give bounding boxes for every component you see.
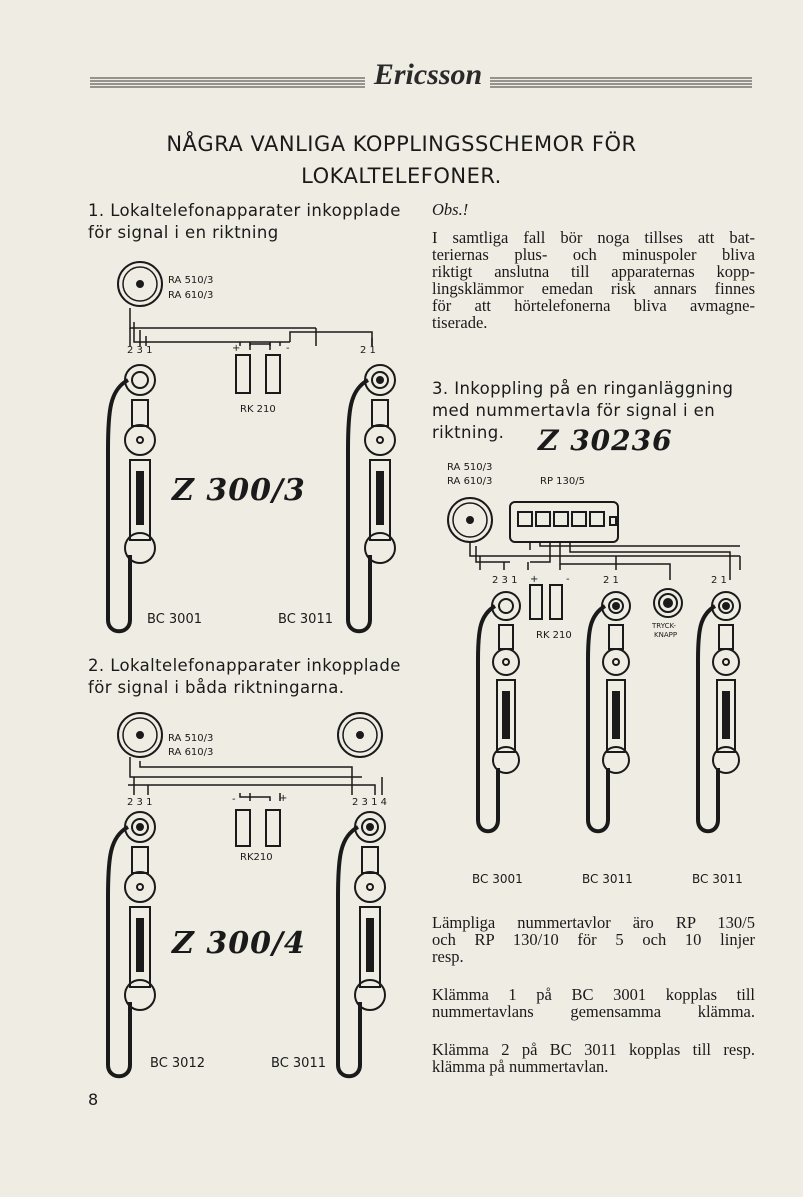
tryck-label: TRYCK- (652, 622, 676, 630)
rk-label: RK210 (240, 852, 273, 863)
ericsson-logo (366, 58, 490, 92)
page-title-line2: LOKALTELEFONER. (301, 164, 502, 188)
rk-label: RK 210 (536, 630, 572, 641)
handwritten-note: Z 300/3 (172, 473, 306, 508)
bc-label: BC 3011 (271, 1056, 326, 1071)
wiring-diagram-3 (440, 490, 760, 840)
ra-label: RA 510/3 (168, 733, 214, 744)
battery-cell (236, 810, 250, 846)
bc-label: BC 3012 (150, 1056, 205, 1071)
bc-label: BC 3011 (278, 612, 333, 627)
obs-line: I samtliga fall bör noga tillses att bat- (432, 228, 755, 247)
obs-line: lingsklämmor emedan risk annars finnes (432, 279, 755, 298)
minus-label: - (566, 574, 570, 585)
handset-mouthpiece (493, 649, 519, 675)
note-line: nummertavlans gemensamma klämma. (432, 1002, 755, 1021)
ra-label: RA 510/3 (447, 462, 493, 473)
rk-label: RK 210 (240, 404, 276, 415)
battery-cell (236, 355, 250, 393)
ra-label: RA 610/3 (168, 747, 214, 758)
battery-cell (530, 585, 542, 619)
terminal-label: 2 3 1 (127, 797, 153, 808)
section2-heading-line1: 2. Lokaltelefonapparater inkopplade (88, 656, 401, 675)
page-title-line1: NÅGRA VANLIGA KOPPLINGSSCHEMOR FÖR (166, 132, 637, 156)
section3-heading-line3: riktning. (432, 423, 505, 442)
battery-cell (266, 355, 280, 393)
note-line: och RP 130/10 för 5 och 10 linjer (432, 930, 755, 949)
section1-heading-line2: för signal i en riktning (88, 223, 279, 242)
tryck-label: KNAPP (654, 631, 678, 639)
terminal-label: 2 1 (711, 575, 727, 586)
bc-label: BC 3011 (692, 872, 743, 886)
number-board (510, 502, 618, 542)
note-line: Klämma 1 på BC 3001 kopplas till (432, 985, 755, 1004)
handset-mouthpiece (125, 872, 155, 902)
obs-paragraph (432, 229, 755, 331)
notes-paragraph-3 (432, 1041, 755, 1075)
obs-label: Obs.! (432, 200, 469, 219)
obs-line: teriernas plus- och minuspoler bliva (432, 245, 755, 264)
terminal-label: 2 3 1 (492, 575, 518, 586)
notes-paragraph-1 (432, 914, 755, 965)
obs-line: för att hörtelefonerna bliva avmagne- (432, 296, 755, 315)
battery-cell (266, 810, 280, 846)
plus-label: + (530, 574, 539, 585)
terminal-label: 2 1 (360, 345, 376, 356)
logo-text: Ericsson (373, 58, 483, 91)
section1-heading-line1: 1. Lokaltelefonapparater inkopplade (88, 201, 401, 220)
plus-label: + (279, 793, 288, 804)
battery-cell (550, 585, 562, 619)
handset-mouthpiece (365, 425, 395, 455)
note-line: Lämpliga nummertavlor äro RP 130/5 (432, 913, 755, 932)
note-line: resp. (432, 947, 464, 966)
handset-receiver (125, 365, 155, 395)
ra-label: RA 610/3 (168, 290, 214, 301)
obs-line: riktigt anslutna till apparaternas kopp- (432, 262, 755, 281)
minus-label: - (232, 794, 236, 805)
handset-mouthpiece (603, 649, 629, 675)
ra-label: RA 510/3 (168, 275, 214, 286)
bc-label: BC 3001 (472, 872, 523, 886)
page-number: 8 (88, 1090, 99, 1109)
handwritten-note: Z 30236 (538, 424, 673, 457)
plus-label: + (232, 343, 241, 354)
wiring-diagram-1 (90, 250, 410, 650)
bc-label: BC 3011 (582, 872, 633, 886)
notes-paragraph-2 (432, 986, 755, 1020)
section2-heading-line2: för signal i båda riktningarna. (88, 678, 345, 697)
wiring-diagram-2 (90, 705, 410, 1095)
note-line: Klämma 2 på BC 3011 kopplas till resp. (432, 1040, 755, 1059)
handset-receiver (492, 592, 520, 620)
handwritten-note: Z 300/4 (172, 926, 306, 961)
terminal-label: 2 3 1 (127, 345, 153, 356)
terminal-label: 2 1 (603, 575, 619, 586)
terminal-label: 2 3 1 4 (352, 797, 387, 808)
section3-heading-line2: med nummertavla för signal i en (432, 401, 716, 420)
bc-label: BC 3001 (147, 612, 202, 627)
handset-mouthpiece (125, 425, 155, 455)
obs-line: tiserade. (432, 313, 488, 332)
rp-label: RP 130/5 (540, 476, 585, 487)
ra-label: RA 610/3 (447, 476, 493, 487)
handset-mouthpiece (713, 649, 739, 675)
section3-heading-line1: 3. Inkoppling på en ringanläggning (432, 379, 734, 398)
handset-mouthpiece (355, 872, 385, 902)
note-line: klämma på nummertavlan. (432, 1057, 609, 1076)
minus-label: - (286, 343, 290, 354)
